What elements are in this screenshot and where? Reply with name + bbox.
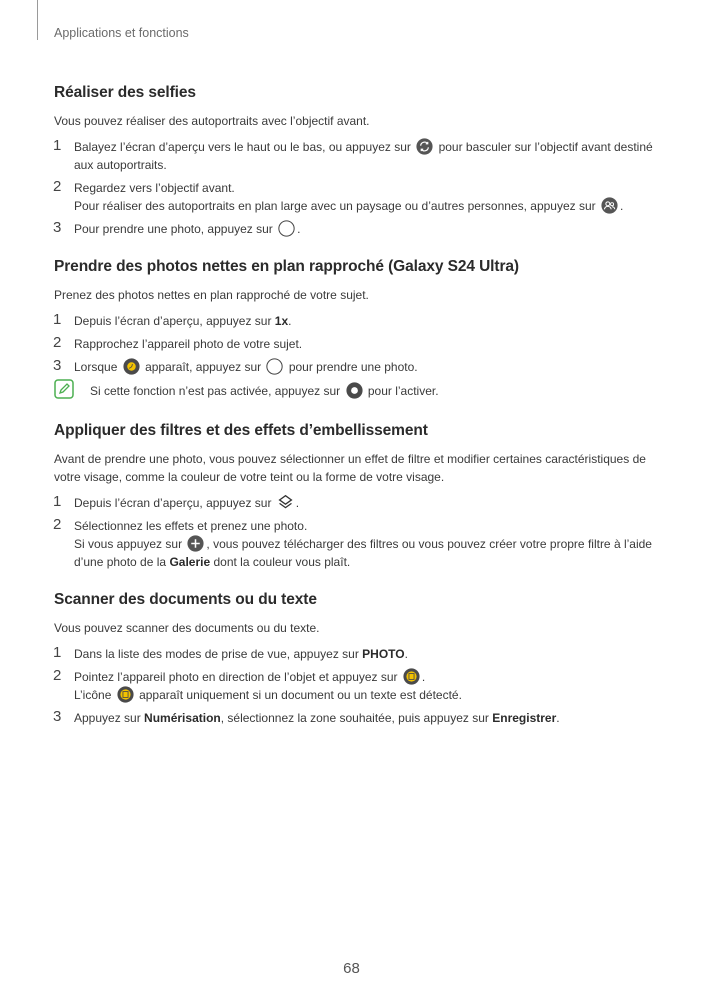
- section-intro: Vous pouvez scanner des documents ou du texte.: [54, 621, 320, 635]
- step-text: .: [404, 647, 408, 661]
- step-text: Appuyez sur: [74, 711, 141, 725]
- step-number: 2: [53, 516, 62, 533]
- step-number: 3: [53, 708, 62, 725]
- page-number: 68: [343, 960, 360, 977]
- scan-label: Numérisation: [144, 711, 221, 725]
- section-title: Réaliser des selfies: [54, 84, 196, 101]
- add-icon: [187, 535, 204, 552]
- step-text: Sélectionnez les effets et prenez une photo.: [74, 519, 308, 533]
- step-text: Pour réaliser des autoportraits en plan large avec un paysage ou d’autres personnes, appuyez sur: [74, 199, 596, 213]
- step-number: 1: [53, 137, 62, 154]
- step-text: Rapprochez l’appareil photo de votre sujet.: [74, 337, 303, 351]
- step: [54, 517, 654, 571]
- section-title: Prendre des photos nettes en plan rapproché (Galaxy S24 Ultra): [54, 258, 519, 275]
- step-text: dont la couleur vous plaît.: [213, 555, 351, 569]
- step-number: 1: [53, 493, 62, 510]
- step: [54, 358, 654, 376]
- step-text: , vous pouvez télécharger des filtres ou vous pouvez créer votre propre filtre à l’aide d’une photo de la: [74, 537, 652, 569]
- note-pencil-icon: [54, 379, 74, 399]
- step-text: Depuis l’écran d’aperçu, appuyez sur: [74, 496, 272, 510]
- step-number: 3: [53, 357, 62, 374]
- step-text: Regardez vers l’objectif avant.: [74, 181, 235, 195]
- step: [54, 312, 654, 330]
- section-title: Appliquer des filtres et des effets d’embellissement: [54, 422, 428, 439]
- macro-flower-icon: [123, 358, 140, 375]
- step-text: apparaît, appuyez sur: [145, 360, 262, 374]
- group-selfie-icon: [601, 197, 618, 214]
- step-text: Dans la liste des modes de prise de vue, appuyez sur: [74, 647, 359, 661]
- step: [54, 335, 654, 353]
- page-header: Applications et fonctions: [54, 26, 189, 40]
- step-number: 2: [53, 334, 62, 351]
- step-text: .: [556, 711, 560, 725]
- section-selfies: [54, 84, 654, 238]
- step-number: 1: [53, 644, 62, 661]
- step: [54, 668, 654, 704]
- step: [54, 138, 654, 174]
- step: [54, 179, 654, 215]
- step-text: .: [295, 496, 300, 510]
- scan-document-icon: [403, 668, 420, 685]
- step-text: pour prendre une photo.: [288, 360, 418, 374]
- scan-document-icon: [117, 686, 134, 703]
- section-intro: Prenez des photos nettes en plan rapproché de votre sujet.: [54, 288, 369, 302]
- step: [54, 645, 654, 663]
- page-content: [54, 84, 654, 747]
- section-title: Scanner des documents ou du texte: [54, 591, 317, 608]
- step: [54, 494, 654, 512]
- note-text: pour l’activer.: [367, 384, 439, 398]
- section-intro: Vous pouvez réaliser des autoportraits avec l’objectif avant.: [54, 114, 370, 128]
- step: [54, 709, 654, 727]
- step-text: Lorsque: [74, 360, 118, 374]
- step-text: Balayez l’écran d’aperçu vers le haut ou le bas, ou appuyez sur: [74, 140, 411, 154]
- step-text: L’icône: [74, 688, 112, 702]
- note: [54, 382, 654, 402]
- step: [54, 220, 654, 238]
- section-closeup: [54, 258, 654, 402]
- step-text: Depuis l’écran d’aperçu, appuyez sur: [74, 314, 272, 328]
- step-text: Si vous appuyez sur: [74, 537, 183, 551]
- gallery-label: Galerie: [169, 555, 211, 569]
- step-number: 3: [53, 219, 62, 236]
- shutter-icon: [278, 220, 295, 237]
- step-number: 2: [53, 178, 62, 195]
- note-text: Si cette fonction n’est pas activée, appuyez sur: [90, 384, 341, 398]
- switch-camera-icon: [416, 138, 433, 155]
- macro-toggle-icon: [346, 382, 363, 399]
- step-text: Pointez l’appareil photo en direction de l’objet et appuyez sur: [74, 670, 398, 684]
- step-number: 1: [53, 311, 62, 328]
- zoom-label: 1x: [274, 314, 289, 328]
- step-text: .: [620, 199, 624, 213]
- step-text: Pour prendre une photo, appuyez sur: [74, 222, 273, 236]
- step-text: .: [297, 222, 301, 236]
- step-text: pour basculer sur l’objectif avant destiné aux autoportraits.: [74, 140, 653, 172]
- step-text: , sélectionnez la zone souhaitée, puis appuyez sur: [220, 711, 489, 725]
- section-intro: Avant de prendre une photo, vous pouvez sélectionner un effet de filtre et modifier certaines caractéristiques de votre visage, comme la couleur de votre teint ou la forme de votre visage.: [54, 452, 646, 484]
- save-label: Enregistrer: [492, 711, 557, 725]
- photo-mode-label: PHOTO: [362, 647, 405, 661]
- header-rule: [37, 0, 38, 40]
- step-text: .: [421, 670, 426, 684]
- shutter-icon: [266, 358, 283, 375]
- step-text: .: [288, 314, 292, 328]
- step-number: 2: [53, 667, 62, 684]
- section-scanner: [54, 591, 654, 727]
- step-text: apparaît uniquement si un document ou un texte est détecté.: [139, 688, 462, 702]
- filters-icon: [277, 494, 294, 511]
- section-filters: [54, 422, 654, 571]
